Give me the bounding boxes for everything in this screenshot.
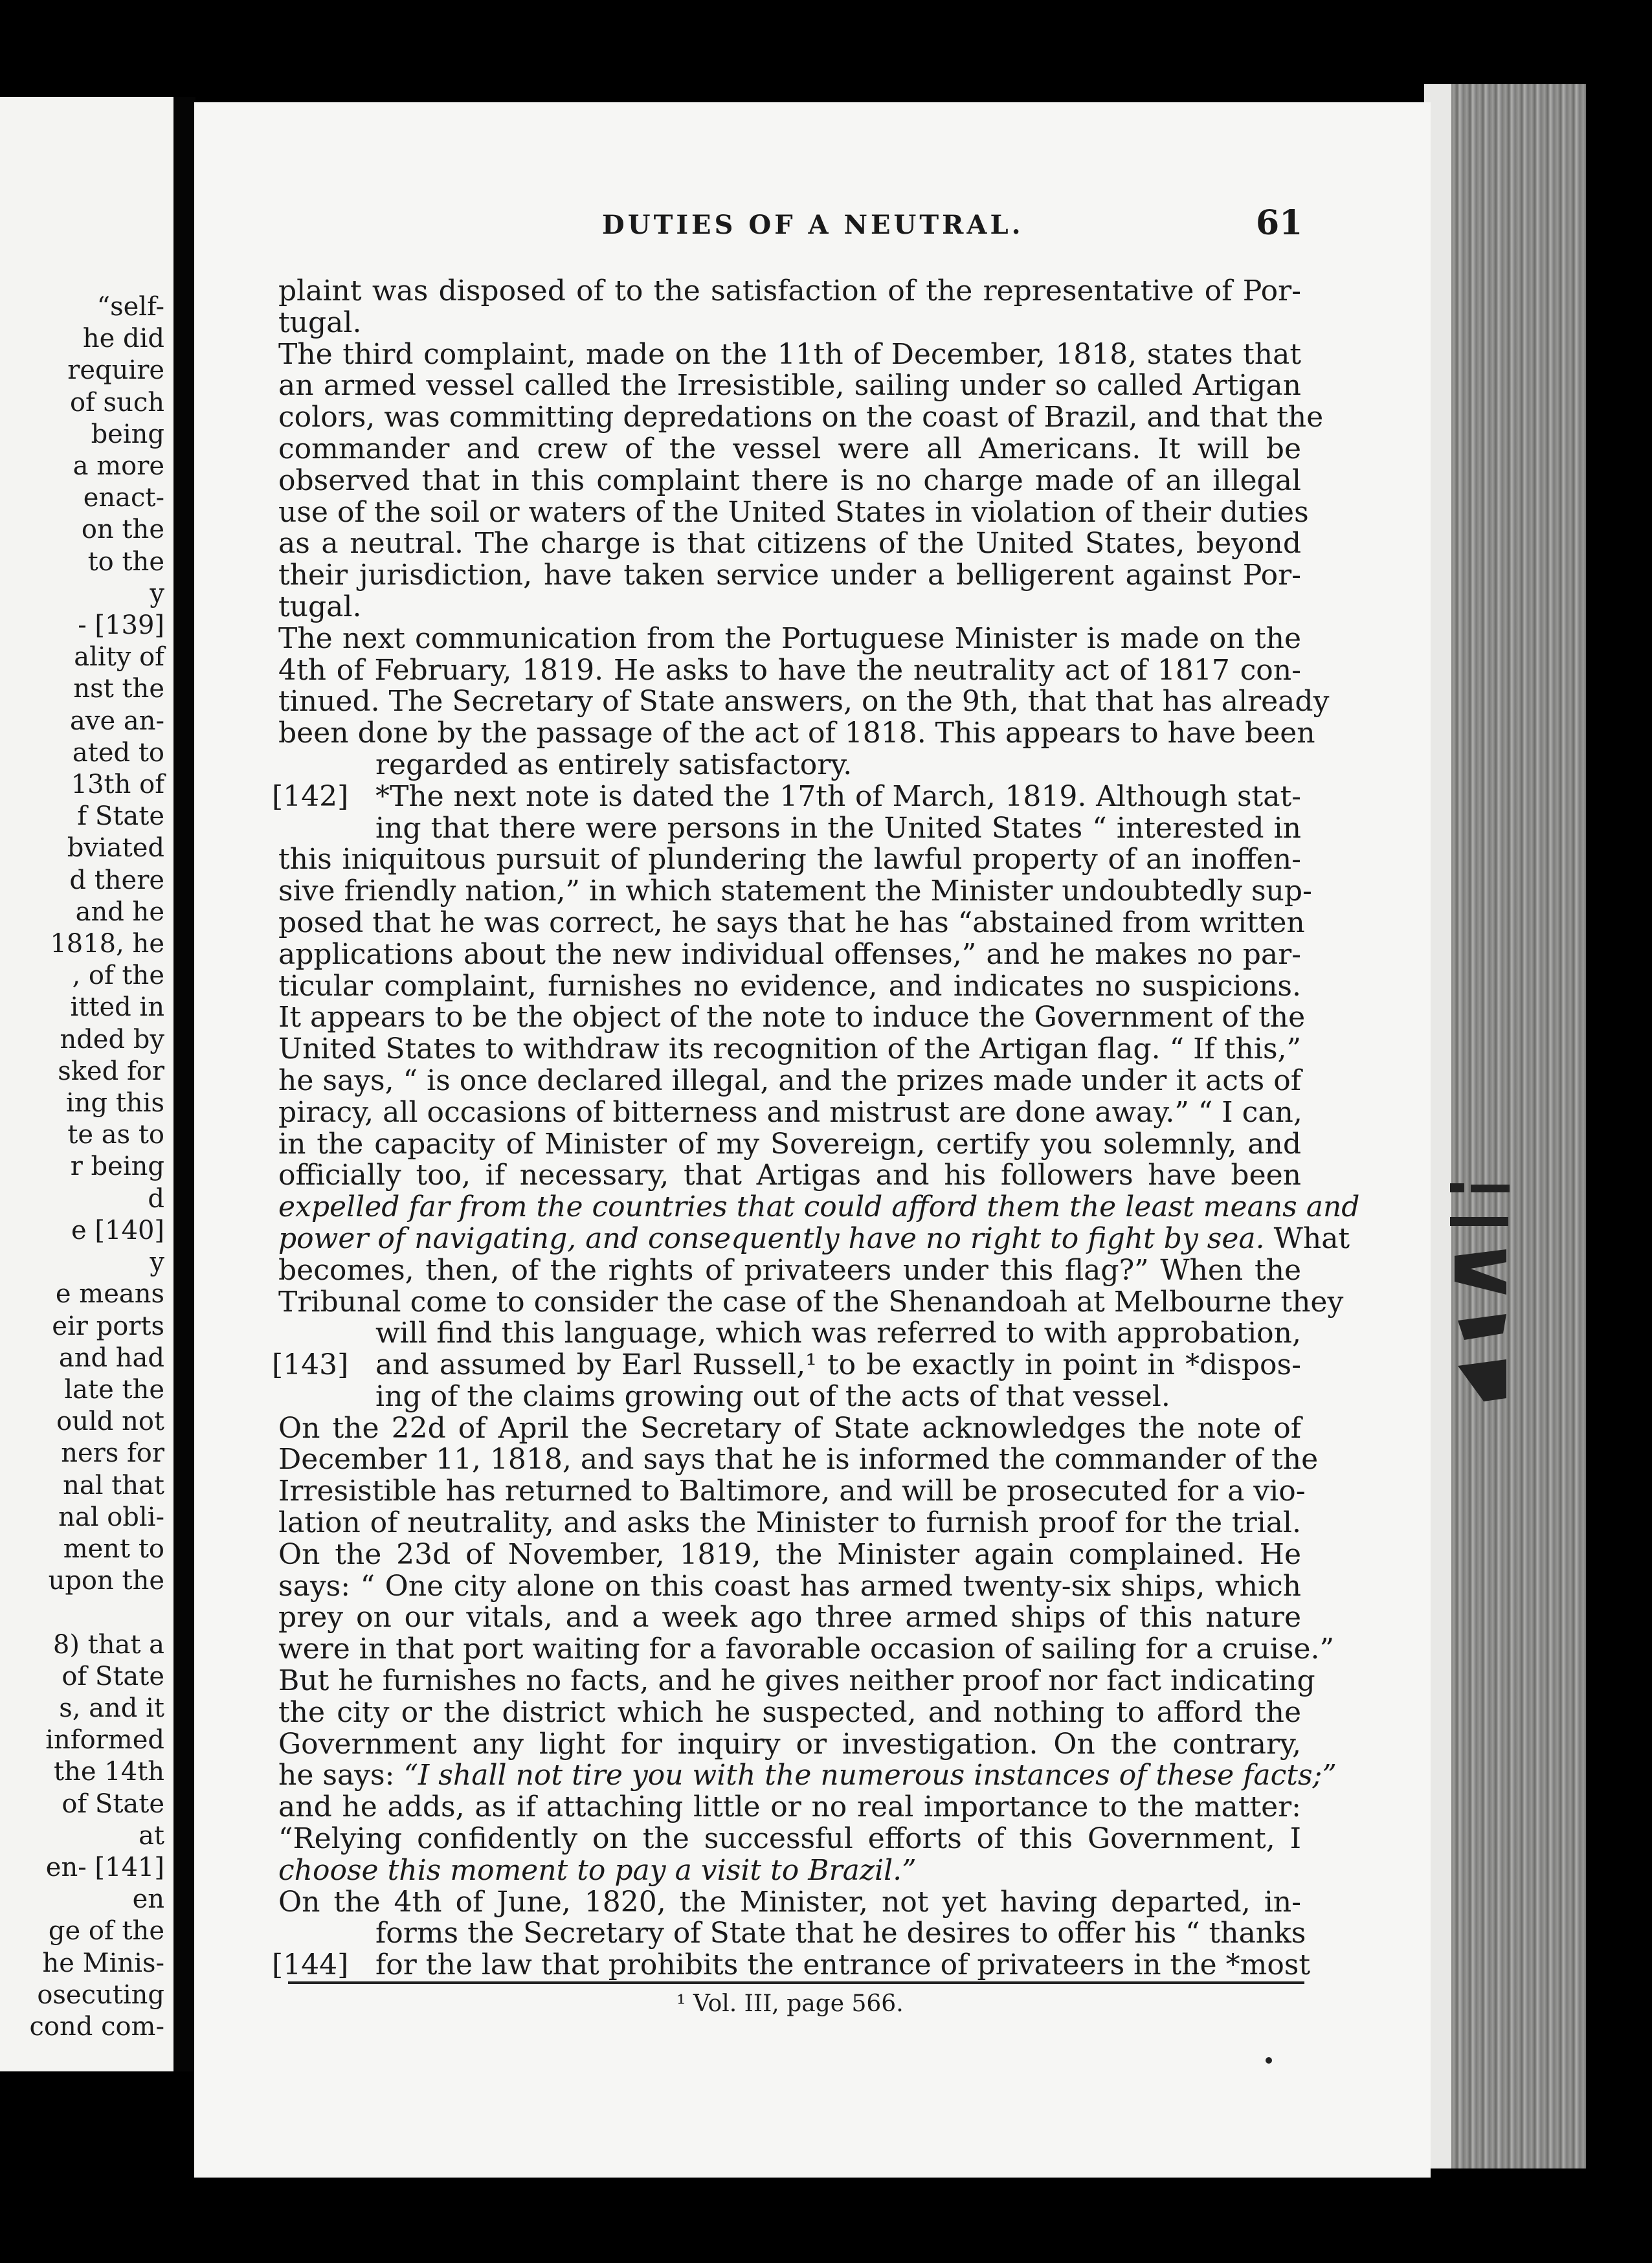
text-line: On the 23d of November, 1819, the Minister again complained. He bbox=[278, 1537, 1301, 1571]
facing-page-line: te as to bbox=[67, 1120, 164, 1150]
text-line: forms the Secretary of State that he desires to offer his “ thanks bbox=[375, 1917, 1306, 1950]
facing-page-line: 13th of bbox=[71, 770, 164, 800]
facing-page-line: y bbox=[150, 578, 164, 608]
facing-page-line: ment to bbox=[63, 1533, 164, 1564]
facing-page-line: and he bbox=[75, 897, 164, 927]
facing-page-line: of State bbox=[61, 1661, 164, 1691]
facing-page-line: osecuting bbox=[37, 1979, 164, 2010]
text-line bbox=[272, 1948, 1311, 1982]
facing-page-line: en bbox=[132, 1884, 164, 1915]
facing-page-line: ge of the bbox=[48, 1916, 164, 1946]
text-line: The third complaint, made on the 11th of December, 1818, states that bbox=[278, 337, 1301, 371]
facing-page-line: informed bbox=[45, 1725, 164, 1756]
running-head: DUTIES OF A NEUTRAL. bbox=[602, 210, 1024, 240]
text-line: On the 22d of April the Secretary of State acknowledges the note of bbox=[278, 1411, 1301, 1445]
facing-page-line: s, and it bbox=[59, 1693, 164, 1723]
facing-page-line: late the bbox=[64, 1374, 164, 1405]
italic-quote: power of navigating, and consequently have no right to fight by sea. bbox=[278, 1221, 1265, 1255]
facing-page-line: f State bbox=[77, 801, 164, 832]
facing-page-line: sked for bbox=[58, 1056, 164, 1086]
facing-page-line: ners for bbox=[61, 1438, 164, 1469]
text-line: The next communication from the Portuguese Minister is made on the bbox=[278, 621, 1301, 655]
facing-page-line: ated to bbox=[72, 737, 164, 768]
facing-page-line: to the bbox=[87, 546, 164, 577]
page-header bbox=[194, 203, 1431, 249]
body-text bbox=[272, 274, 1360, 1982]
text-line-tail: What bbox=[1264, 1221, 1350, 1255]
facing-page-line: ave an- bbox=[70, 706, 164, 736]
text-line bbox=[272, 779, 1301, 813]
facing-page-line: d there bbox=[69, 865, 164, 895]
facing-page-line: a more bbox=[73, 451, 164, 482]
facing-page-line: require bbox=[67, 355, 164, 386]
text-line: an armed vessel called the Irresistible, sailing under so called Artigan bbox=[278, 369, 1301, 403]
text-line: in the capacity of Minister of my Sovereign, certify you solemnly, and bbox=[278, 1127, 1301, 1161]
text-line: as a neutral. The charge is that citizens of the United States, beyond bbox=[278, 527, 1301, 561]
text-line: tugal. bbox=[278, 306, 362, 339]
text-line: Government any light for inquiry or investigation. On the contrary, bbox=[278, 1727, 1301, 1761]
text-line: he says, “ is once declared illegal, and the prizes made under it acts of bbox=[278, 1064, 1301, 1097]
facing-page-line: en- [141] bbox=[45, 1852, 164, 1882]
margin-reference: [144] bbox=[272, 1948, 349, 1982]
facing-page-line: y bbox=[150, 1247, 164, 1278]
facing-page-line: nded by bbox=[60, 1024, 164, 1054]
facing-page-line: ould not bbox=[56, 1407, 164, 1437]
facing-page-line: being bbox=[91, 419, 164, 449]
facing-page-line: r being bbox=[70, 1152, 164, 1182]
edge-stamp-mark bbox=[1445, 1178, 1516, 1411]
facing-page-line: ing this bbox=[65, 1088, 164, 1119]
text-line: applications about the new individual offenses,” and he makes no par- bbox=[278, 937, 1301, 971]
facing-page-line: of State bbox=[61, 1789, 164, 1819]
text-line: and he adds, as if attaching little or no real importance to the matter: bbox=[278, 1790, 1301, 1824]
facing-page-line: e [140] bbox=[71, 1215, 164, 1245]
text-line: regarded as entirely satisfactory. bbox=[375, 748, 853, 781]
facing-page-line: of such bbox=[69, 387, 164, 418]
facing-page-line: nal obli- bbox=[58, 1502, 164, 1532]
text-line: their jurisdiction, have taken service under a belligerent against Por- bbox=[278, 559, 1301, 592]
text-line: ing of the claims growing out of the acts of that vessel. bbox=[375, 1379, 1170, 1413]
facing-page-line: e means bbox=[55, 1279, 164, 1310]
text-line: the city or the district which he suspected, and nothing to afford the bbox=[278, 1695, 1301, 1729]
text-line: tugal. bbox=[278, 590, 362, 623]
facing-page-line bbox=[3, 1597, 164, 1629]
footnote: ¹ Vol. III, page 566. bbox=[676, 1990, 904, 2017]
text-line: tinued. The Secretary of State answers, on the 9th, that that has already bbox=[278, 685, 1330, 719]
text-line: says: “ One city alone on this coast has armed twenty-six ships, which bbox=[278, 1569, 1301, 1603]
text-line bbox=[278, 1221, 1350, 1255]
facing-page-line: upon the bbox=[48, 1566, 164, 1596]
text-line: But he furnishes no facts, and he gives neither proof nor fact indicating bbox=[278, 1664, 1315, 1698]
facing-page-line: on the bbox=[81, 515, 164, 545]
text-line: On the 4th of June, 1820, the Minister, not yet having departed, in- bbox=[278, 1885, 1301, 1919]
text-line: Tribunal come to consider the case of the Shenandoah at Melbourne they bbox=[278, 1285, 1344, 1319]
text-line: sive friendly nation,” in which statement the Minister undoubtedly sup- bbox=[278, 875, 1312, 908]
facing-page-line: he Minis- bbox=[42, 1948, 164, 1978]
text-line: officially too, if necessary, that Artigas and his followers have been bbox=[278, 1159, 1301, 1192]
footnote-rule bbox=[288, 1981, 1304, 1984]
text-line-content: for the law that prohibits the entrance of privateers in the *most bbox=[375, 1948, 1311, 1982]
binding-gutter bbox=[173, 97, 195, 2071]
facing-page-line: 8) that a bbox=[52, 1629, 164, 1660]
text-line: were in that port waiting for a favorable occasion of sailing for a cruise.” bbox=[278, 1633, 1335, 1666]
text-line-content: *The next note is dated the 17th of March, 1819. Although stat- bbox=[375, 779, 1301, 813]
margin-reference: [143] bbox=[272, 1348, 349, 1382]
text-line: prey on our vitals, and a week ago three armed ships of this nature bbox=[278, 1601, 1301, 1634]
facing-page-line: - [139] bbox=[78, 610, 164, 641]
facing-page-line: nst the bbox=[73, 674, 164, 704]
ink-dot bbox=[1266, 2057, 1272, 2064]
text-line: It appears to be the object of the note to induce the Government of the bbox=[278, 1001, 1306, 1034]
text-line bbox=[272, 1348, 1301, 1382]
text-line: Irresistible has returned to Baltimore, and will be prosecuted for a vio- bbox=[278, 1475, 1306, 1508]
facing-page-line: the 14th bbox=[54, 1757, 164, 1787]
facing-page-line: “self- bbox=[96, 292, 164, 322]
facing-page-line: 1818, he bbox=[50, 929, 164, 959]
text-line: posed that he was correct, he says that he has “abstained from written bbox=[278, 906, 1305, 939]
text-line: will find this language, which was referred to with approbation, bbox=[375, 1317, 1301, 1350]
facing-page-line: d bbox=[148, 1183, 164, 1214]
text-line: plaint was disposed of to the satisfaction of the representative of Por- bbox=[278, 274, 1301, 307]
text-line: ing that there were persons in the United States “ interested in bbox=[375, 811, 1301, 845]
text-line: December 11, 1818, and says that he is informed the commander of the bbox=[278, 1443, 1319, 1477]
text-line: 4th of February, 1819. He asks to have the neutrality act of 1817 con- bbox=[278, 653, 1301, 687]
text-line: observed that in this complaint there is no charge made of an illegal bbox=[278, 463, 1301, 497]
text-line: this iniquitous pursuit of plundering the lawful property of an inoffen- bbox=[278, 843, 1301, 876]
facing-page-line: , of the bbox=[72, 961, 164, 991]
margin-reference: [142] bbox=[272, 779, 349, 813]
book-page bbox=[194, 102, 1431, 2178]
text-line: colors, was committing depredations on the coast of Brazil, and that the bbox=[278, 401, 1324, 434]
facing-page-line: at bbox=[139, 1820, 164, 1851]
text-line: choose this moment to pay a visit to Brazil.” bbox=[278, 1853, 917, 1887]
text-line: becomes, then, of the rights of privateers under this flag?” When the bbox=[278, 1253, 1301, 1287]
text-line: use of the soil or waters of the United States in violation of their duties bbox=[278, 495, 1309, 529]
text-line: lation of neutrality, and asks the Minister to furnish proof for the trial. bbox=[278, 1506, 1301, 1540]
text-line: “Relying confidently on the successful efforts of this Government, I bbox=[278, 1822, 1301, 1856]
facing-page-line: he did bbox=[82, 324, 164, 354]
text-line-content: and assumed by Earl Russell,¹ to be exactly in point in *dispos- bbox=[375, 1348, 1301, 1382]
facing-page-line: enact- bbox=[83, 483, 164, 513]
text-line: expelled far from the countries that could afford them the least means and bbox=[278, 1190, 1360, 1224]
facing-page-line: ality of bbox=[74, 642, 164, 673]
text-line: been done by the passage of the act of 1818. This appears to have been bbox=[278, 717, 1315, 750]
text-line: United States to withdraw its recognition of the Artigan flag. “ If this,” bbox=[278, 1032, 1301, 1066]
text-line: ticular complaint, furnishes no evidence, and indicates no suspicions. bbox=[278, 969, 1301, 1003]
page-number: 61 bbox=[1256, 203, 1303, 243]
facing-page-line: bviated bbox=[67, 833, 164, 864]
facing-page-line: itted in bbox=[70, 992, 164, 1023]
facing-page-line: nal that bbox=[63, 1470, 164, 1500]
facing-page-line: cond com- bbox=[29, 2011, 164, 2042]
text-line: commander and crew of the vessel were all Americans. It will be bbox=[278, 432, 1301, 465]
facing-page-line: and had bbox=[58, 1343, 164, 1373]
facing-page-line: eir ports bbox=[52, 1311, 164, 1341]
text-line: piracy, all occasions of bitterness and mistrust are done away.” “ I can, bbox=[278, 1095, 1302, 1129]
text-line: he says: “I shall not tire you with the numerous instances of these facts;” bbox=[278, 1759, 1337, 1792]
facing-page bbox=[0, 97, 173, 2071]
facing-page-text bbox=[3, 291, 164, 2043]
